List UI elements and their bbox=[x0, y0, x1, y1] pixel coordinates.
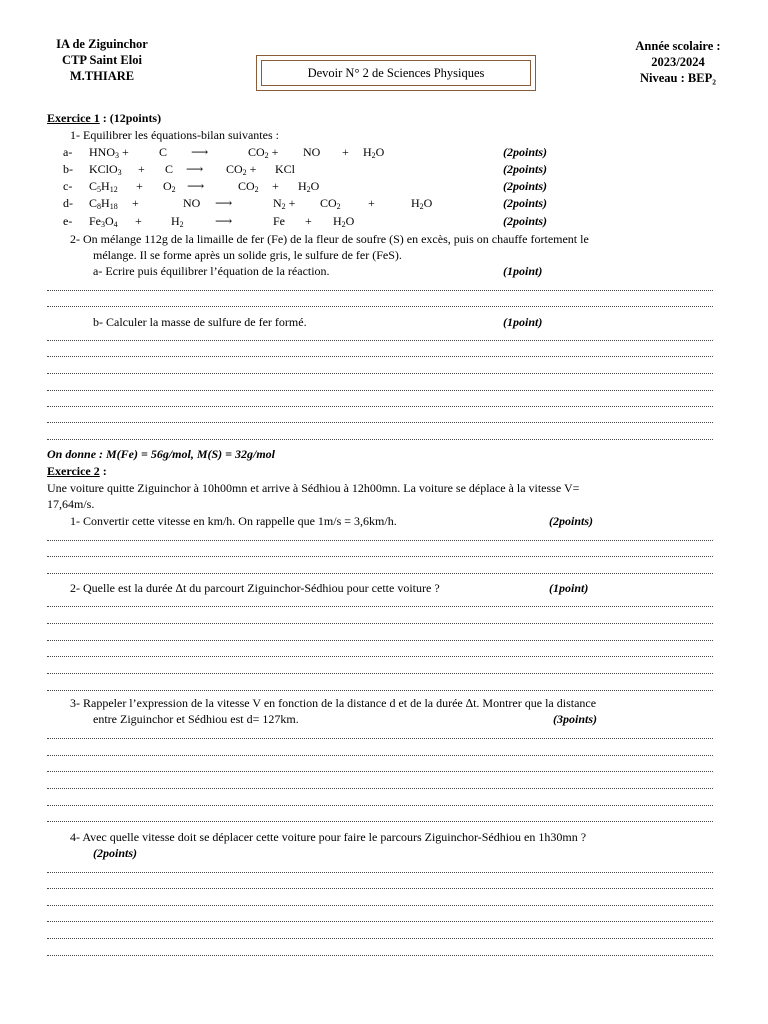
equation-a-points: (2points) bbox=[503, 145, 548, 159]
exercise-1-points: : (12points) bbox=[99, 111, 162, 125]
answer-line bbox=[47, 821, 713, 823]
answer-line bbox=[47, 955, 713, 957]
answer-line bbox=[47, 373, 713, 375]
answer-line bbox=[47, 406, 713, 408]
answer-line bbox=[47, 938, 713, 940]
ex1-question-2-line-1: 2- On mélange 112g de la limaille de fer (Fe) de la fleur de soufre (S) en excès, puis on chauffe fortement le bbox=[70, 232, 589, 246]
answer-line bbox=[47, 755, 713, 757]
given-data: On donne : M(Fe) = 56g/mol, M(S) = 32g/mol bbox=[47, 447, 276, 461]
exercise-2-title: Exercice 2 bbox=[47, 464, 100, 478]
header-right-line-2: 2023/2024 bbox=[651, 55, 705, 69]
ex1-question-2a-points: (1point) bbox=[503, 264, 543, 278]
answer-line bbox=[47, 340, 713, 342]
answer-line bbox=[47, 573, 713, 575]
answer-line bbox=[47, 540, 713, 542]
answer-line bbox=[47, 690, 713, 692]
answer-line bbox=[47, 439, 713, 441]
exercise-1-heading bbox=[47, 110, 161, 126]
ex1-question-2b: b- Calculer la masse de sulfure de fer formé. bbox=[93, 315, 307, 329]
answer-line bbox=[47, 623, 713, 625]
equation-d-points: (2points) bbox=[503, 196, 548, 210]
ex1-question-2b-points: (1point) bbox=[503, 315, 543, 329]
exercise-2-colon: : bbox=[99, 464, 107, 478]
answer-line bbox=[47, 556, 713, 558]
answer-line bbox=[47, 640, 713, 642]
answer-line bbox=[47, 738, 713, 740]
ex2-question-3-line-2: entre Ziguinchor et Sédhiou est d= 127km. bbox=[93, 712, 299, 726]
answer-line bbox=[47, 290, 713, 292]
ex1-question-2a: a- Ecrire puis équilibrer l’équation de la réaction. bbox=[93, 264, 330, 278]
ex2-question-1: 1- Convertir cette vitesse en km/h. On rappelle que 1m/s = 3,6km/h. bbox=[70, 514, 397, 528]
header-left-line-2: CTP Saint Eloi bbox=[62, 53, 142, 67]
answer-line bbox=[47, 788, 713, 790]
exercise-1-title: Exercice 1 bbox=[47, 111, 100, 125]
ex2-question-4-line-1: 4- Avec quelle vitesse doit se déplacer cette voiture pour faire le parcours Ziguinchor-Sédhiou en 1h30mn ? bbox=[70, 830, 587, 844]
document-title-box bbox=[256, 55, 536, 91]
answer-line bbox=[47, 306, 713, 308]
ex1-question-1: 1- Equilibrer les équations-bilan suivantes : bbox=[70, 128, 279, 142]
ex2-question-3-points: (3points) bbox=[553, 712, 598, 726]
school-year-header bbox=[610, 38, 746, 86]
exercise-2-heading bbox=[47, 463, 107, 479]
answer-line bbox=[47, 888, 713, 890]
answer-line bbox=[47, 606, 713, 608]
ex2-question-4-points: (2points) bbox=[93, 846, 138, 860]
equation-c-points: (2points) bbox=[503, 179, 548, 193]
answer-line bbox=[47, 390, 713, 392]
document-title: Devoir N° 2 de Sciences Physiques bbox=[261, 60, 531, 86]
ex1-question-2-line-2: mélange. Il se forme après un solide gris, le sulfure de fer (FeS). bbox=[93, 248, 402, 262]
equation-c: c- $C_5H_{12}$ + $O_2$ ⟶ $CO_2$ + $H_2O$ bbox=[63, 179, 320, 194]
ex2-intro-line-1: Une voiture quitte Ziguinchor à 10h00mn et arrive à Sédhiou à 12h00mn. La voiture se déplace à la vitesse V= bbox=[47, 481, 580, 495]
equation-b-points: (2points) bbox=[503, 162, 548, 176]
header-right-line-3: Niveau : BEP₂ bbox=[640, 71, 716, 85]
ex2-question-1-points: (2points) bbox=[549, 514, 594, 528]
equation-e-points: (2points) bbox=[503, 214, 548, 228]
answer-line bbox=[47, 673, 713, 675]
header-left-line-1: IA de Ziguinchor bbox=[56, 37, 148, 51]
equation-b: b- KClO$_3$ + C ⟶ $CO_2$ + KCl bbox=[63, 162, 296, 177]
answer-line bbox=[47, 921, 713, 923]
equation-e: e- $Fe_3O_4$ + $H_2$ ⟶ Fe + $H_2O$ bbox=[63, 214, 355, 229]
ex2-intro-line-2: 17,64m/s. bbox=[47, 497, 95, 511]
ex2-question-3-line-1: 3- Rappeler l’expression de la vitesse V en fonction de la distance d et de la durée ∆t. Montrer que la distance bbox=[70, 696, 597, 710]
answer-line bbox=[47, 805, 713, 807]
ex2-question-2-points: (1point) bbox=[549, 581, 589, 595]
answer-line bbox=[47, 656, 713, 658]
equation-a: a- $HNO_3$ + C ⟶ $CO_2$ + NO + $H_2O$ bbox=[63, 145, 385, 160]
answer-line bbox=[47, 872, 713, 874]
header-left-line-3: M.THIARE bbox=[69, 69, 135, 83]
school-header bbox=[42, 36, 162, 84]
header-right-line-1: Année scolaire : bbox=[635, 39, 721, 53]
ex2-question-2: 2- Quelle est la durée ∆t du parcourt Ziguinchor-Sédhiou pour cette voiture ? bbox=[70, 581, 440, 595]
answer-line bbox=[47, 356, 713, 358]
answer-line bbox=[47, 771, 713, 773]
answer-line bbox=[47, 905, 713, 907]
answer-line bbox=[47, 422, 713, 424]
equation-d: d- $C_8H_{18}$ + NO ⟶ $N_2$ + $CO_2$ + $H_2O$ bbox=[63, 196, 433, 211]
